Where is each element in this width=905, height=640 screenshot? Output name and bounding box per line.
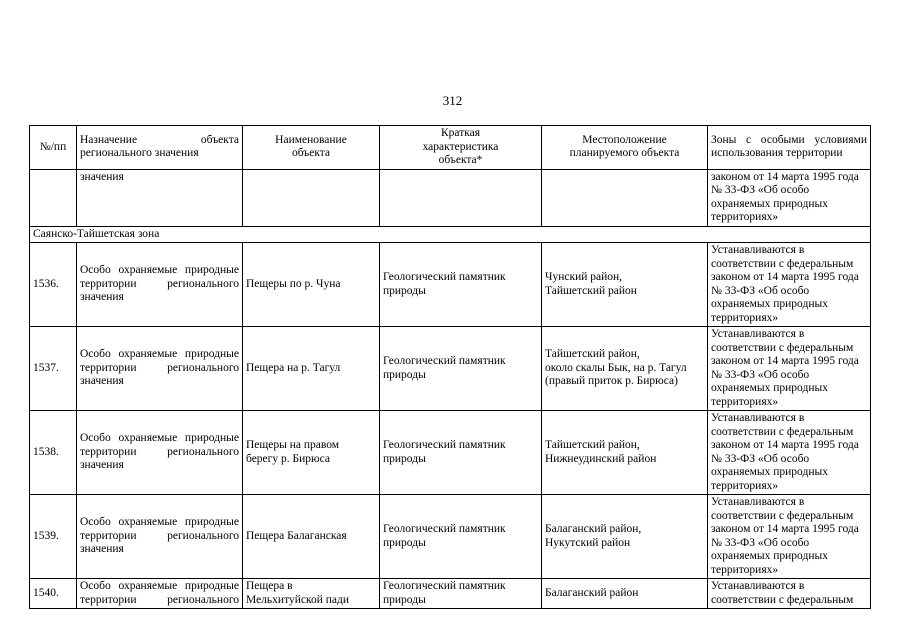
cell-zones-line: соответствии с федеральным — [711, 341, 854, 354]
cell-brief — [380, 169, 542, 226]
cell-name-line: берегу р. Бирюса — [246, 452, 330, 465]
table-header-row — [30, 126, 871, 170]
cell-zones-line: законом от 14 марта 1995 года — [711, 523, 859, 535]
cell-location-line: Тайшетский район — [545, 284, 637, 297]
cell-brief — [380, 243, 542, 327]
cell-purpose-line: значения — [80, 170, 124, 183]
cell-location-line: Балаганский район — [545, 586, 639, 599]
cell-location-line: около скалы Бык, на р. Тагул — [545, 361, 687, 374]
header-purpose-line: Назначение объекта — [80, 133, 239, 146]
header-name-line: Наименование — [275, 133, 347, 146]
zone-title: Саянско-Тайшетская зона — [30, 226, 871, 243]
header-location — [542, 126, 708, 170]
cell-zones-line: № 33-ФЗ «Об особо — [711, 368, 810, 381]
cell-num: 1536. — [30, 243, 77, 327]
cell-brief-line: Геологический памятник — [383, 439, 506, 451]
cell-zones-line: Устанавливаются в — [711, 244, 805, 256]
cell-brief-line: природы — [383, 452, 426, 465]
cell-num: 1538. — [30, 411, 77, 495]
cell-zones-line: территориях» — [711, 395, 779, 408]
cell-zones-line: Устанавливаются в — [711, 328, 805, 340]
cell-purpose — [77, 495, 243, 579]
cell-location-line: Балаганский район, — [545, 523, 642, 535]
cell-zones-line: охраняемых природных — [711, 298, 828, 310]
cell-name-line: Пещеры по р. Чуна — [246, 277, 341, 290]
header-zones-line: использования территории — [711, 147, 843, 160]
table-row — [30, 327, 871, 411]
cell-location — [542, 243, 708, 327]
cell-zones — [708, 495, 871, 579]
cell-purpose-line: значения — [80, 291, 124, 304]
cell-purpose-line: территории регионального — [80, 277, 239, 290]
cell-location-line: Нукутский район — [545, 536, 631, 549]
cell-location — [542, 411, 708, 495]
cell-purpose-line: Особо охраняемые природные — [80, 432, 239, 445]
cell-brief-line: Геологический памятник — [383, 523, 506, 535]
cell-brief — [380, 579, 542, 609]
header-location-line: планируемого объекта — [569, 147, 680, 160]
header-location-line: Местоположение — [582, 133, 667, 146]
cell-location — [542, 495, 708, 579]
cell-name — [243, 579, 380, 609]
cell-zones-line: территориях» — [711, 563, 779, 576]
cell-zones-line: территориях» — [711, 311, 779, 324]
table-row — [30, 243, 871, 327]
header-brief — [380, 126, 542, 170]
cell-name — [243, 169, 380, 226]
cell-name-line: Пещера на р. Тагул — [246, 361, 341, 374]
cell-zones-line: охраняемых природных — [711, 197, 828, 210]
cell-location-line: Чунский район, — [545, 271, 623, 283]
cell-purpose — [77, 169, 243, 226]
cell-zones-line: законом от 14 марта 1995 года — [711, 439, 859, 451]
cell-brief-line: Геологический памятник — [383, 580, 506, 592]
cell-purpose-line: Особо охраняемые природные — [80, 264, 239, 277]
cell-name — [243, 411, 380, 495]
cell-purpose — [77, 243, 243, 327]
cell-zones-line: охраняемых природных — [711, 466, 828, 478]
cell-zones-line: законом от 14 марта 1995 года — [711, 271, 859, 283]
cell-location-line: Нижнеудинский район — [545, 452, 657, 465]
cell-purpose-line: территории регионального — [80, 361, 239, 374]
cell-location — [542, 169, 708, 226]
cell-zones-line: законом от 14 марта 1995 года — [711, 355, 859, 367]
cell-brief — [380, 327, 542, 411]
cell-name — [243, 243, 380, 327]
cell-name-line: Пещеры на правом — [246, 439, 340, 451]
cell-zones-line: охраняемых природных — [711, 382, 828, 394]
cell-brief-line: природы — [383, 284, 426, 297]
cell-purpose-line: значения — [80, 375, 124, 388]
header-num: №/пп — [30, 126, 77, 170]
cell-brief-line: природы — [383, 368, 426, 381]
table-row — [30, 411, 871, 495]
cell-zones — [708, 169, 871, 226]
objects-table — [29, 125, 871, 609]
header-brief-line: объекта* — [438, 154, 483, 166]
cell-brief-line: Геологический памятник — [383, 355, 506, 367]
cell-zones-line: № 33-ФЗ «Об особо — [711, 184, 810, 196]
header-name-line: объекта — [291, 147, 331, 160]
cell-name — [243, 327, 380, 411]
cell-num: 1537. — [30, 327, 77, 411]
cell-purpose-line: территории регионального — [80, 593, 239, 606]
header-brief-line: характеристика — [422, 140, 499, 153]
cell-purpose-line: территории регионального — [80, 529, 239, 542]
cell-brief-line: Геологический памятник — [383, 271, 506, 283]
cell-purpose-line: Особо охраняемые природные — [80, 348, 239, 361]
cell-zones-line: № 33-ФЗ «Об особо — [711, 284, 810, 297]
cell-zones-line: соответствии с федеральным — [711, 425, 854, 438]
cell-zones-line: соответствии с федеральным — [711, 509, 854, 522]
header-zones-line: Зоны с особыми условиями — [711, 133, 867, 146]
cell-location-line: Тайшетский район, — [545, 348, 640, 361]
cell-location — [542, 327, 708, 411]
cell-zones-line: соответствии с федеральным — [711, 593, 854, 606]
page-number: 312 — [442, 93, 463, 108]
cell-location-line: (правый приток р. Бирюса) — [545, 375, 678, 388]
cell-name-line: Пещера в — [246, 580, 293, 592]
header-brief-line: Краткая — [440, 127, 481, 139]
header-purpose-line: регионального значения — [80, 147, 199, 160]
cell-zones — [708, 243, 871, 327]
cell-zones-line: № 33-ФЗ «Об особо — [711, 536, 810, 549]
table-row-continuation — [30, 169, 871, 226]
cell-zones — [708, 411, 871, 495]
cell-name — [243, 495, 380, 579]
cell-zones-line: № 33-ФЗ «Об особо — [711, 452, 810, 465]
table-row — [30, 495, 871, 579]
cell-brief — [380, 411, 542, 495]
cell-zones — [708, 579, 871, 609]
cell-zones-line: территориях» — [711, 479, 779, 492]
cell-purpose-line: Особо охраняемые природные — [80, 580, 239, 592]
cell-num: 1540. — [30, 579, 77, 609]
cell-purpose-line: территории регионального — [80, 445, 239, 458]
cell-brief-line: природы — [383, 593, 426, 606]
cell-zones-line: территориях» — [711, 211, 779, 223]
cell-brief-line: природы — [383, 536, 426, 549]
header-zones — [708, 126, 871, 170]
cell-zones — [708, 327, 871, 411]
cell-name-line: Пещера Балаганская — [246, 529, 347, 542]
cell-purpose-line: значения — [80, 459, 124, 472]
cell-zones-line: Устанавливаются в — [711, 580, 805, 592]
table-row — [30, 579, 871, 609]
header-name — [243, 126, 380, 170]
cell-zones-line: соответствии с федеральным — [711, 257, 854, 270]
zone-title-row — [30, 226, 871, 243]
cell-purpose-line: значения — [80, 543, 124, 556]
cell-num — [30, 169, 77, 226]
cell-zones-line: охраняемых природных — [711, 550, 828, 562]
cell-brief — [380, 495, 542, 579]
cell-purpose-line: Особо охраняемые природные — [80, 516, 239, 529]
cell-num: 1539. — [30, 495, 77, 579]
header-purpose — [77, 126, 243, 170]
cell-zones-line: Устанавливаются в — [711, 412, 805, 424]
cell-purpose — [77, 579, 243, 609]
cell-zones-line: законом от 14 марта 1995 года — [711, 170, 859, 183]
cell-location — [542, 579, 708, 609]
cell-purpose — [77, 327, 243, 411]
cell-name-line: Мельхитуйской пади — [246, 593, 349, 606]
cell-purpose — [77, 411, 243, 495]
cell-zones-line: Устанавливаются в — [711, 496, 805, 508]
cell-location-line: Тайшетский район, — [545, 439, 640, 451]
